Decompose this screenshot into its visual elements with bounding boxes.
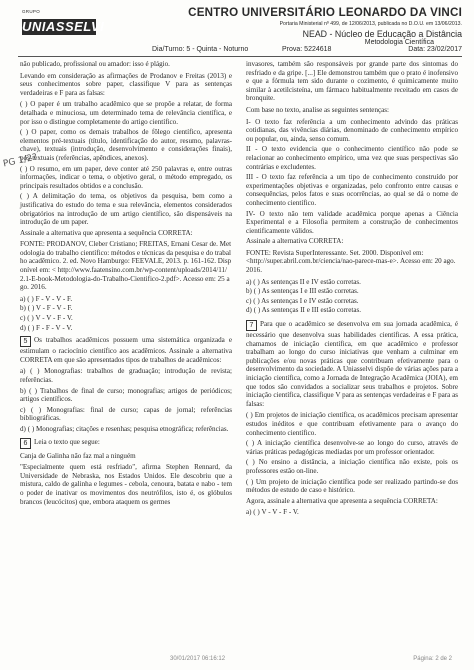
uniasselvi-logo xyxy=(22,8,105,50)
logo-wordmark: UNIASSELVI xyxy=(22,19,105,34)
header-divider xyxy=(18,56,462,57)
print-timestamp: 30/01/2017 06:16:12 xyxy=(170,656,226,662)
statement: ( ) O paper é um trabalho acadêmico que se propõe a relatar, de forma detalhada e minuciosa, um determinado tema de relevância científica, e por isso o distingue completamente do artigo científico. xyxy=(20,100,232,126)
sentence-ii: II - O texto evidencia que o conhecimento científico não pode se relacionar ao conhecimento empírico, uma vez que suas perspectivas são contrárias e excludentes. xyxy=(246,145,458,171)
instruction: Assinale a alternativa CORRETA: xyxy=(246,237,344,246)
text-title: Canja de Galinha não faz mal a ninguém xyxy=(20,451,136,460)
option-a[interactable]: a) ( ) F - V - V - F. xyxy=(20,294,73,303)
option-d[interactable]: d) ( ) Monografias; citações e resenhas; pesquisa etnográfica; referências. xyxy=(20,424,229,433)
question-6: 6 Leia o texto que segue: xyxy=(20,438,232,449)
instruction: Agora, assinale a alternativa que apresenta a sequência CORRETA: xyxy=(246,496,438,505)
institution-title: CENTRO UNIVERSITÁRIO LEONARDO DA VINCI xyxy=(188,6,462,19)
option-c[interactable]: c) ( ) As sentenças I e IV estão corretas. xyxy=(246,296,359,305)
sentence-i: I- O texto faz referência a um conhecimento advindo das práticas cotidianas, das vivências diárias, denominado de conhecimento empírico ou popular, ou, ainda, senso comum. xyxy=(246,117,458,143)
q4-options xyxy=(20,295,232,332)
statement: ( ) Um projeto de iniciação científica pode ser realizado partindo-se dos métodos de estudo de caso e histórico. xyxy=(246,477,458,495)
source-reference: FONTE: PRODANOV, Cleber Cristiano; FREITAS, Ernani Cesar de. Metodologia do trabalho científico: métodos e técnicas da pesquisa e do trabalho acadêmico. 2. ed. Novo Hamburgo: FEEVALE, 2013. p. 161-162. Disponível em: < http://www.faatensino.com.br/wp-content/uploads/2014/11/2.1-E-book-Metodologia-do-Trabalho-Cientifico-2.pdf>. Acesso em: 25 ago. 2016. xyxy=(20,240,232,292)
q5-options xyxy=(20,367,232,433)
sentence-iii: III - O texto faz referência a um tipo de conhecimento construído por experimentações objetivas e organizadas, pelo confronto entre causas e consequências, pelos fatos e suas ocorrências, ao qual se dá o nome de conhecimento científico. xyxy=(246,173,458,207)
q6-options xyxy=(246,278,458,315)
option-a[interactable]: a) ( ) As sentenças II e IV estão corretas. xyxy=(246,277,361,286)
paragraph: não publicado, profissional ou amador: isso é plágio. xyxy=(20,60,170,68)
statement: ( ) Em projetos de iniciação científica, os acadêmicos precisam apresentar estudos inéditos e que contribuam efetivamente para o avanço do conhecimento científico. xyxy=(246,411,458,437)
nead-title: NEAD - Núcleo de Educação a Distância xyxy=(302,29,462,39)
logo-group-text: GRUPO xyxy=(22,9,41,14)
instruction: Com base no texto, analise as seguintes sentenças: xyxy=(246,105,390,114)
option-d[interactable]: d) ( ) F - F - V - V. xyxy=(20,323,73,332)
page-number: Página: 2 de 2 xyxy=(413,656,452,662)
paragraph: Levando em consideração as afirmações de Prodanov e Freitas (2013) e seus conhecimentos sobre paper, classifique V para as sentenças verdadeiras e F para as falsas: xyxy=(20,71,232,97)
source-reference: FONTE: Revista SuperInteressante. Set. 2000. Disponível em: <http://super.abril.com.br/ciencia/nao-parece-mas-e>. Acesso em: 20 ago. 2016. xyxy=(246,248,456,275)
option-a[interactable]: a) ( ) Monografias: trabalhos de graduação; introdução de revista; referências. xyxy=(20,367,232,384)
option-b[interactable]: b) ( ) V - F - V - F. xyxy=(20,304,73,313)
statement: ( ) No ensino a distância, a iniciação científica não existe, pois os professores estão on-line. xyxy=(246,458,458,475)
text-body: "Especialmente quem está resfriado", afirma Stephen Rennard, da Universidade de Nebraska, nos Estados Unidos. Ele descobriu que a mistura, caldo de galinha e legumes - cebola, cenoura, batata e nabo - tem o poder de inativar os movimentos dos neutrófilos, isto é, os glóbulos brancos (leucócitos) que, embora ataquem os germes xyxy=(20,463,232,506)
question-number: 7 xyxy=(246,320,257,331)
option-b[interactable]: b) ( ) As sentenças I e III estão corretas. xyxy=(246,287,359,296)
handwritten-note: PG 1/2? xyxy=(2,152,39,170)
question-7: 7 Para que o acadêmico se desenvolva em sua jornada acadêmica, é necessário que desenvolva suas habilidades científicas. A essa prática, chamamos de iniciação científica, em que acadêmico e professor trabalham ao longo do curso iniciativas que venham a culminar em publicações e/ou novas práticas que contribuam efetivamente para o desenvolvimento da sociedade. A Uniasselvi dispõe de várias ações para a iniciação científica, como a Jornada de Integração Acadêmica (JOIA), em que todos são convidados a socializar seus trabalhos e projetos. Sobre iniciação científica, classifique V para as sentenças verdadeiras e F para as falsas: xyxy=(246,320,458,408)
option-a[interactable]: a) ( ) V - V - F - V. xyxy=(246,508,299,517)
statement: ( ) O paper, como os demais trabalhos de fôlego científico, apresenta elementos pré-textuais (título, identificação do autor, resumo, palavras-chave), textuais (introdução, desenvolvimento e considerações finais), pós-textuais (referências, apêndices, anexos). xyxy=(20,128,232,162)
exam-number: Prova: 5224618 xyxy=(282,46,332,53)
option-c[interactable]: c) ( ) Monografias: final de curso; capas de jornal; referências bibliográficas. xyxy=(20,405,232,423)
option-c[interactable]: c) ( ) V - V - F - V. xyxy=(20,314,73,323)
question-5: 5 Os trabalhos acadêmicos possuem uma sistemática organizada e estimulam o raciocínio científico aos acadêmicos. Assinale a alternativa CORRETA em que são apresentados tipos de trabalhos de acadêmicos: xyxy=(20,336,232,364)
question-number: 5 xyxy=(20,336,31,347)
sentence-iv: IV- O texto não tem validade acadêmica porque apenas a Ciência Experimental e a Filosofia permitem a construção de conhecimentos cientificamente válidos. xyxy=(246,209,458,235)
instruction: Assinale a alternativa que apresenta a sequência CORRETA: xyxy=(20,228,193,237)
statement: ( ) O resumo, em um paper, deve conter até 250 palavras e, entre outras informações, indicar o tema, o objetivo geral, o método empregado, os principais resultados obtidos e a conclusão. xyxy=(20,164,232,190)
option-d[interactable]: d) ( ) As sentenças II e III estão corretas. xyxy=(246,306,362,315)
option-b[interactable]: b) ( ) Trabalhos de final de curso; monografias; artigos de periódicos; artigos científicos. xyxy=(20,386,232,404)
exam-date: Data: 23/02/2017 xyxy=(408,46,462,53)
discipline-name: Metodologia Científica xyxy=(364,39,434,46)
text-body: invasores, também são responsáveis por grande parte dos sintomas do resfriado e da gripe. [...] Ele demonstrou também que o prato é inofensivo e que a fórmula tem sido durante o cozimento, é quimicamente muito similar à acetilcisteína, um fármaco habitualmente receitado em casos de bronquite. xyxy=(246,60,458,103)
day-shift: Dia/Turno: 5 - Quinta - Noturno xyxy=(152,46,249,53)
statement: ( ) A delimitação do tema, os objetivos da pesquisa, bem como a justificativa do estudo do tema e sua relevância, elementos considerados obrigatórios na introdução de um artigo científico, são dispensáveis na introdução de um paper. xyxy=(20,192,232,227)
question-number: 6 xyxy=(20,438,31,449)
statement: ( ) A iniciação científica desenvolve-se ao longo do curso, através de várias práticas pedagógicas mediadas por um professor orientador. xyxy=(246,439,458,456)
portaria-text: Portaria Ministerial nº 499, de 12/06/2013, publicada no D.O.U. em 13/06/2013. xyxy=(279,21,462,27)
left-column xyxy=(20,60,232,509)
right-column xyxy=(246,60,458,518)
